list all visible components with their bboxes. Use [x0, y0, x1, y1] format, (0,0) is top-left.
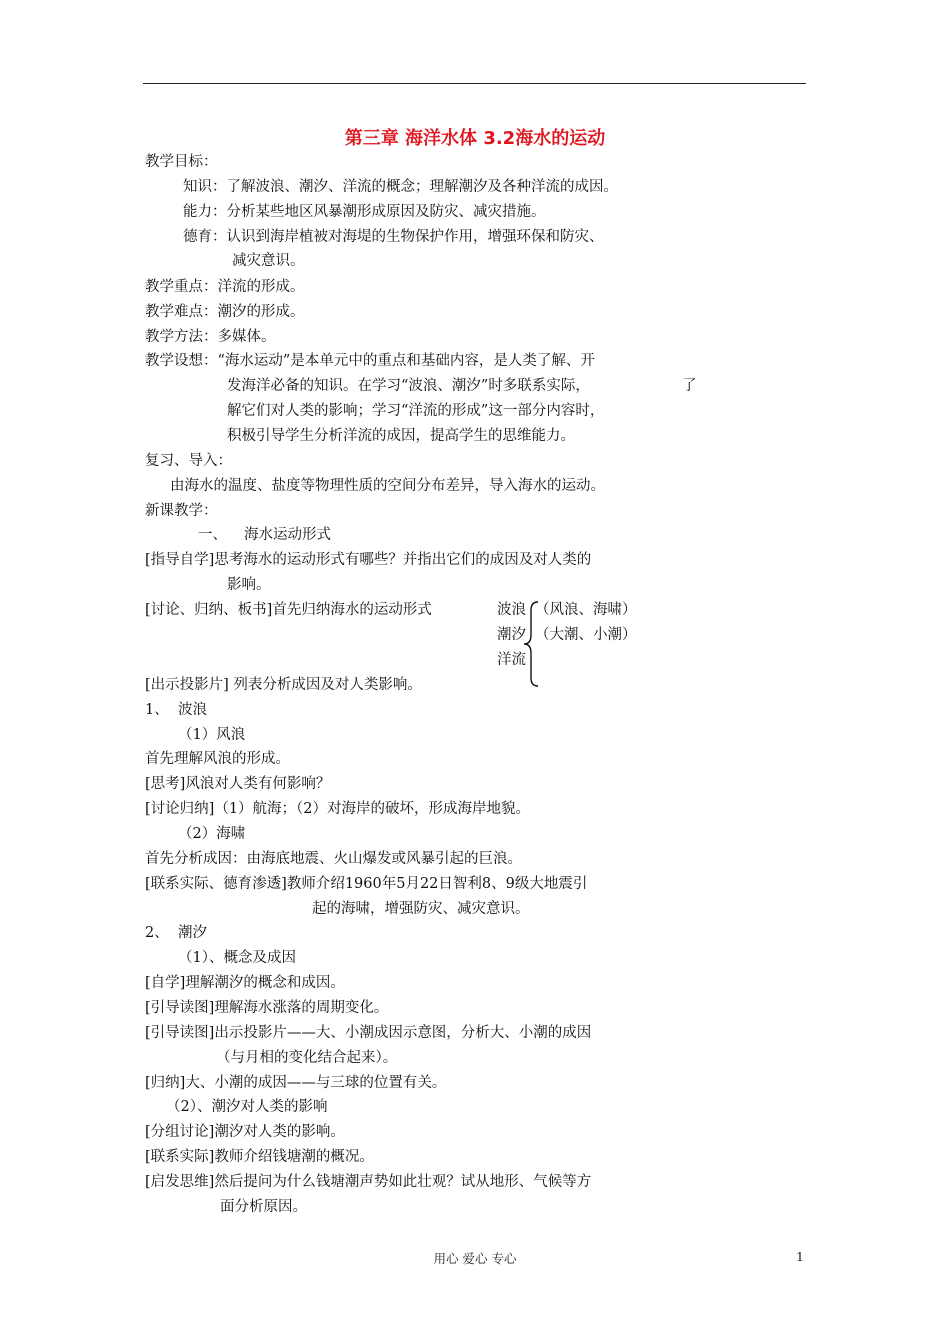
text-line: 潮汐	[497, 627, 526, 643]
text-line: 一、	[198, 527, 227, 543]
text-line: 首先理解风浪的形成。	[145, 751, 290, 767]
text-line: [联系实际]教师介绍钱塘潮的概况。	[145, 1149, 374, 1165]
text-line: 复习、导入：	[145, 453, 232, 469]
text-line: 潮汐	[178, 925, 207, 941]
text-line: [分组讨论]潮汐对人类的影响。	[145, 1124, 345, 1140]
text-line: 解它们对人类的影响；学习“洋流的形成”这一部分内容时，	[227, 403, 605, 419]
text-line: [引导读图]理解海水涨落的周期变化。	[145, 1000, 389, 1016]
text-line: 影响。	[227, 577, 271, 593]
text-line: 发海洋必备的知识。在学习“波浪、潮汐”时多联系实际，	[227, 378, 590, 394]
page-footer: 用心 爱心 专心	[433, 1251, 517, 1266]
page-number: 1	[796, 1249, 804, 1264]
text-line: （1）、概念及成因	[178, 950, 296, 966]
text-line: [引导读图]出示投影片——大、小潮成因示意图，分析大、小潮的成因	[145, 1025, 592, 1041]
text-line: 由海水的温度、盐度等物理性质的空间分布差异，导入海水的运动。	[170, 478, 605, 494]
text-line: [归纳]大、小潮的成因——与三球的位置有关。	[145, 1075, 447, 1091]
text-line: 首先分析成因：由海底地震、火山爆发或风暴引起的巨浪。	[145, 851, 522, 867]
text-line: [指导自学]思考海水的运动形式有哪些？并指出它们的成因及对人类的	[145, 552, 592, 568]
text-line: [自学]理解潮汐的概念和成因。	[145, 975, 345, 991]
text-line: [思考]风浪对人类有何影响？	[145, 776, 331, 792]
text-line: 教学难点：潮汐的形成。	[145, 304, 305, 320]
text-line: [联系实际、德育渗透]教师介绍1960年5月22日智利8、9级大地震引	[145, 876, 588, 892]
text-line: （2）、潮汐对人类的影响	[166, 1099, 328, 1115]
text-line: 了	[682, 378, 697, 394]
text-line: 波浪	[178, 702, 207, 718]
text-line: 积极引导学生分析洋流的成因，提高学生的思维能力。	[227, 428, 575, 444]
text-line: 能力：分析某些地区风暴潮形成原因及防灾、减灾措施。	[183, 204, 546, 220]
text-line: [讨论归纳]（1）航海；（2）对海岸的破坏，形成海岸地貌。	[145, 801, 531, 817]
text-line: 教学目标：	[145, 154, 218, 170]
document-title: 第三章 海洋水体 3.2海水的运动	[344, 128, 606, 149]
text-line: 2、	[145, 925, 169, 941]
text-line: 新课教学：	[145, 503, 218, 519]
header-rule	[143, 83, 806, 84]
text-line: （2）海啸	[178, 826, 246, 842]
text-line: [启发思维]然后提问为什么钱塘潮声势如此壮观？试从地形、气候等方	[145, 1174, 592, 1190]
text-line: [出示投影片] 列表分析成因及对人类影响。	[145, 677, 422, 693]
text-line: （大潮、小潮）	[535, 627, 637, 643]
text-line: （与月相的变化结合起来）。	[216, 1050, 398, 1066]
text-line: 教学方法：多媒体。	[145, 329, 276, 345]
text-line: [讨论、归纳、板书]首先归纳海水的运动形式	[145, 602, 432, 618]
text-line: 面分析原因。	[220, 1199, 307, 1215]
text-line: （风浪、海啸）	[535, 602, 637, 618]
curly-brace	[522, 601, 542, 687]
text-line: 教学设想：“海水运动”是本单元中的重点和基础内容，是人类了解、开	[145, 353, 595, 369]
text-line: 德育：认识到海岸植被对海堤的生物保护作用，增强环保和防灾、	[183, 229, 604, 245]
text-line: （1）风浪	[178, 727, 246, 743]
text-line: 减灾意识。	[232, 253, 305, 269]
text-line: 洋流	[497, 652, 526, 668]
text-line: 波浪	[497, 602, 526, 618]
text-line: 教学重点：洋流的形成。	[145, 279, 305, 295]
text-line: 知识：了解波浪、潮汐、洋流的概念；理解潮汐及各种洋流的成因。	[183, 179, 618, 195]
text-line: 起的海啸，增强防灾、减灾意识。	[312, 901, 530, 917]
text-line: 海水运动形式	[244, 527, 331, 543]
text-line: 1、	[145, 702, 169, 718]
